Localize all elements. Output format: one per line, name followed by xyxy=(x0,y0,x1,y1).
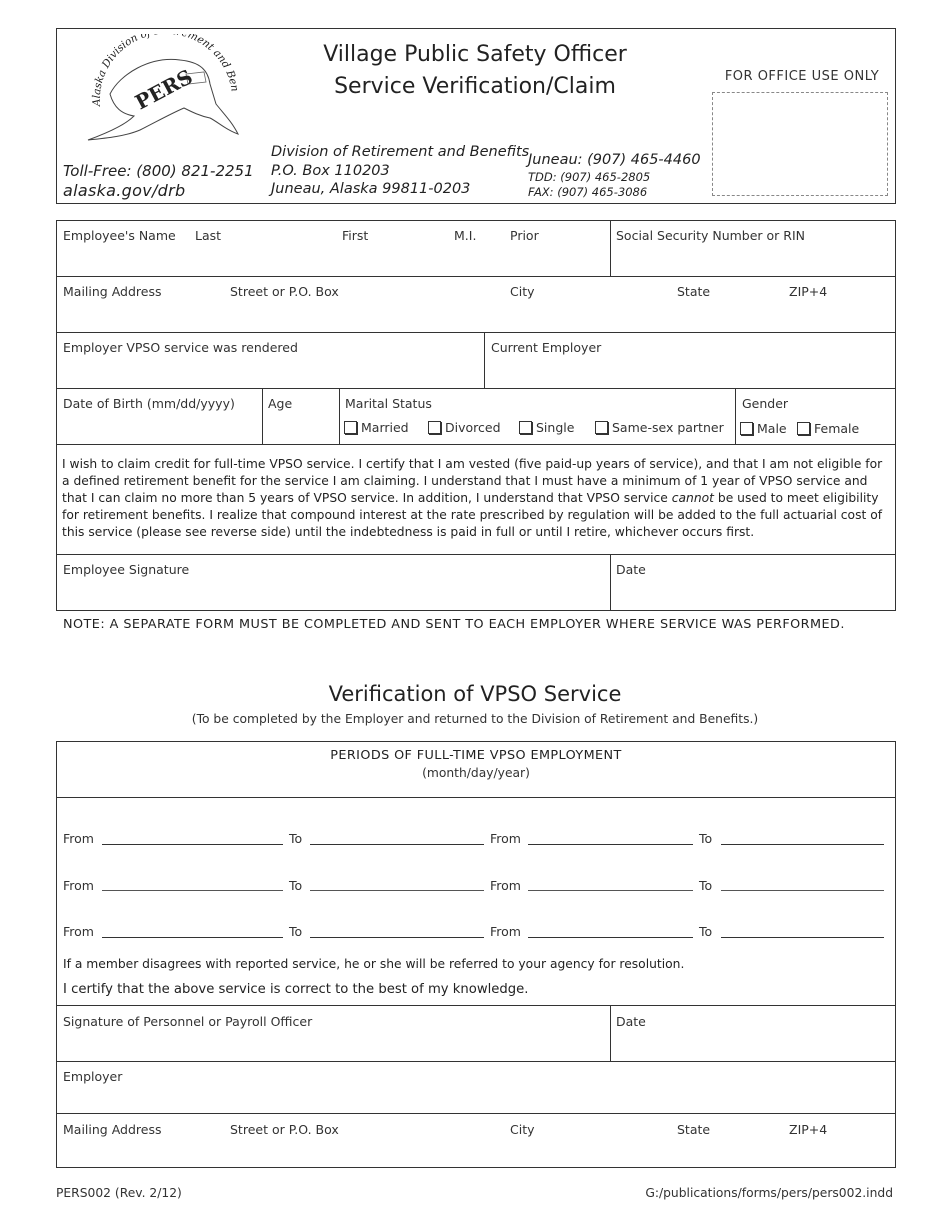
officer-signature-label: Signature of Personnel or Payroll Officer xyxy=(63,1014,313,1029)
file-path: G:/publications/forms/pers/pers002.indd xyxy=(645,1186,893,1200)
statement-part-2: be used to meet eligibility for retirement benefits. I realize that compound interest at the rate prescribed by regulation will be added to the full actuarial cost of this service (please see reverse side) until the indebtedness is paid in full or until I retire, whichever occurs first. xyxy=(62,491,883,539)
logo-ring-text: Alaska Division o ment and Ben xyxy=(90,34,241,107)
employer-rendered-label: Employer VPSO service was rendered xyxy=(63,340,298,355)
prior-name-label: Prior xyxy=(510,228,539,243)
periods-subheading: (month/day/year) xyxy=(422,766,530,780)
employee-date-field[interactable] xyxy=(612,580,894,608)
period-3-from-field[interactable] xyxy=(102,890,283,891)
city-label: City xyxy=(510,284,535,299)
period-5-from-field[interactable] xyxy=(102,937,283,938)
employee-date-label: Date xyxy=(616,562,646,577)
male-label: Male xyxy=(757,421,787,436)
period-4-to-field[interactable] xyxy=(721,890,884,891)
samesex-option[interactable] xyxy=(595,420,724,435)
married-label: Married xyxy=(361,420,409,435)
officer-date-field[interactable] xyxy=(612,1032,894,1059)
alaska-map-icon xyxy=(60,34,250,146)
period-4-to-label: To xyxy=(699,878,713,893)
street-label: Street or P.O. Box xyxy=(230,284,339,299)
female-checkbox[interactable] xyxy=(797,422,810,435)
employee-name-label: Employee's Name xyxy=(63,228,176,243)
employer-street-label: Street or P.O. Box xyxy=(230,1122,339,1137)
period-3-to-label: To xyxy=(289,878,303,893)
period-6-from-field[interactable] xyxy=(528,937,693,938)
marital-status-label: Marital Status xyxy=(345,396,432,411)
period-6-from-label: From xyxy=(490,924,521,939)
employee-name-field[interactable] xyxy=(58,246,608,274)
employee-signature-field[interactable] xyxy=(58,580,608,608)
first-name-label: First xyxy=(342,228,369,243)
juneau-phone: Juneau: (907) 465-4460 xyxy=(528,152,701,168)
gender-label: Gender xyxy=(742,396,789,411)
period-1-from-field[interactable] xyxy=(102,844,283,845)
single-option[interactable] xyxy=(519,420,574,435)
single-checkbox[interactable] xyxy=(519,421,532,434)
single-label: Single xyxy=(536,420,575,435)
mailing-address-field[interactable] xyxy=(58,302,894,330)
samesex-checkbox[interactable] xyxy=(595,421,608,434)
male-option[interactable] xyxy=(740,421,787,436)
female-option[interactable] xyxy=(797,421,859,436)
employer-state-label: State xyxy=(677,1122,711,1137)
period-1-to-label: To xyxy=(289,831,303,846)
tollfree-phone: Toll-Free: (800) 821-2251 xyxy=(63,162,254,180)
period-4-from-field[interactable] xyxy=(528,890,693,891)
samesex-label: Same-sex partner xyxy=(612,420,724,435)
employer-zip-label: ZIP+4 xyxy=(789,1122,828,1137)
period-4-from-label: From xyxy=(490,878,521,893)
employer-mailing-label: Mailing Address xyxy=(63,1122,162,1137)
statement-part-1: I wish to claim credit for full-time VPSO service. I certify that I am vested (five paid-up years of service), and that I am not eligible for a defined retirement benefit for the service I am claiming. I understand that I must have a minimum of 1 year of VPSO service and that I can claim no more than 5 years of VPSO service. In addition, I understand that VPSO service xyxy=(62,457,883,505)
period-1-from-label: From xyxy=(63,831,94,846)
disagree-note: If a member disagrees with reported service, he or she will be referred to your agency for resolution. xyxy=(63,957,685,971)
periods-heading: PERIODS OF FULL-TIME VPSO EMPLOYMENT xyxy=(330,748,622,763)
separate-form-note: NOTE: A SEPARATE FORM MUST BE COMPLETED AND SENT TO EACH EMPLOYER WHERE SERVICE WAS PERFORMED. xyxy=(63,617,845,632)
verification-subtitle: (To be completed by the Employer and returned to the Division of Retirement and Benefits.) xyxy=(191,712,759,726)
office-use-label: FOR OFFICE USE ONLY xyxy=(724,69,880,84)
male-checkbox[interactable] xyxy=(740,422,753,435)
zip-label: ZIP+4 xyxy=(789,284,828,299)
ssn-field[interactable] xyxy=(612,246,894,274)
dob-field[interactable] xyxy=(58,414,260,442)
period-6-to-label: To xyxy=(699,924,713,939)
period-3-from-label: From xyxy=(63,878,94,893)
female-label: Female xyxy=(814,421,860,436)
last-name-label: Last xyxy=(195,228,222,243)
certify-statement: I certify that the above service is correct to the best of my knowledge. xyxy=(63,982,529,997)
state-label: State xyxy=(677,284,711,299)
period-1-to-field[interactable] xyxy=(310,844,484,845)
period-5-to-label: To xyxy=(289,924,303,939)
period-5-to-field[interactable] xyxy=(310,937,484,938)
mailing-address-label: Mailing Address xyxy=(63,284,162,299)
employer-city-label: City xyxy=(510,1122,535,1137)
ssn-label: Social Security Number or RIN xyxy=(616,228,806,243)
website: alaska.gov/drb xyxy=(63,181,186,200)
current-employer-field[interactable] xyxy=(486,358,894,386)
period-2-to-label: To xyxy=(699,831,713,846)
period-6-to-field[interactable] xyxy=(721,937,884,938)
employer-mailing-field[interactable] xyxy=(58,1140,894,1166)
certification-statement xyxy=(62,456,892,541)
married-checkbox[interactable] xyxy=(344,421,357,434)
officer-date-label: Date xyxy=(616,1014,646,1029)
employee-signature-label: Employee Signature xyxy=(63,562,190,577)
logo-text: PERS xyxy=(131,64,197,115)
divorced-label: Divorced xyxy=(445,420,501,435)
title-line-1: Village Public Safety Officer xyxy=(323,42,627,67)
employer-label: Employer xyxy=(63,1069,123,1084)
officer-signature-field[interactable] xyxy=(58,1032,608,1059)
form-id: PERS002 (Rev. 2/12) xyxy=(56,1186,182,1200)
current-employer-label: Current Employer xyxy=(491,340,602,355)
age-field[interactable] xyxy=(264,414,337,442)
age-label: Age xyxy=(268,396,293,411)
statement-emphasis: cannot xyxy=(671,491,714,505)
office-use-box xyxy=(712,92,888,196)
tdd-phone: TDD: (907) 465-2805 xyxy=(528,170,651,184)
employer-rendered-field[interactable] xyxy=(58,358,482,386)
address-line-2: P.O. Box 110203 xyxy=(271,163,390,179)
period-3-to-field[interactable] xyxy=(310,890,484,891)
period-2-from-field[interactable] xyxy=(528,844,693,845)
divorced-checkbox[interactable] xyxy=(428,421,441,434)
period-2-to-field[interactable] xyxy=(721,844,884,845)
period-2-from-label: From xyxy=(490,831,521,846)
married-option[interactable] xyxy=(344,420,409,435)
divorced-option[interactable] xyxy=(428,420,501,435)
address-line-3: Juneau, Alaska 99811-0203 xyxy=(271,181,471,197)
title-line-2: Service Verification/Claim xyxy=(334,74,616,99)
employer-field[interactable] xyxy=(58,1086,894,1111)
middle-initial-label: M.I. xyxy=(454,228,477,243)
pers-logo xyxy=(60,34,250,146)
address-line-1: Division of Retirement and Benefits xyxy=(271,144,530,160)
period-5-from-label: From xyxy=(63,924,94,939)
fax-phone: FAX: (907) 465-3086 xyxy=(528,185,648,199)
dob-label: Date of Birth (mm/dd/yyyy) xyxy=(63,396,235,411)
verification-title: Verification of VPSO Service xyxy=(328,682,622,706)
